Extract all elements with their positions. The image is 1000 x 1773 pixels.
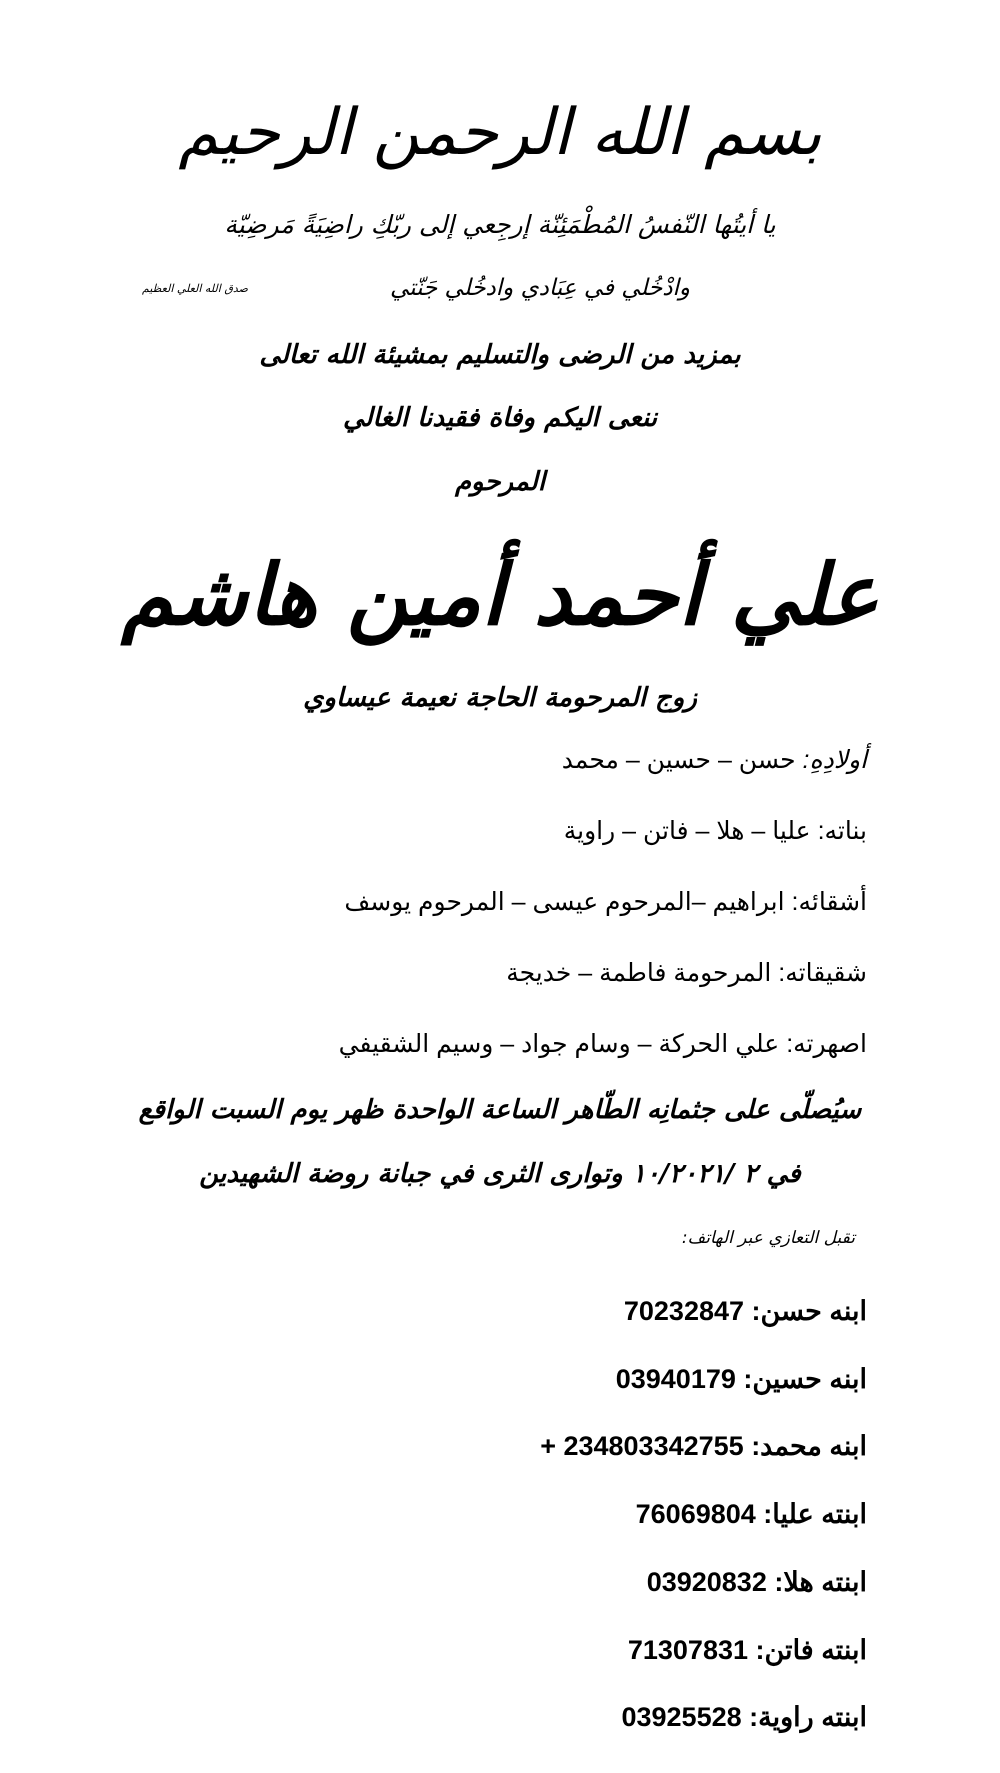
contact-phone: 03920832	[646, 1567, 767, 1597]
condolence-heading: تقبل التعازي عبر الهاتف:	[681, 1228, 855, 1248]
family-row-daughters	[564, 813, 867, 849]
deceased-name: علي أحمد أمين هاشم	[121, 546, 879, 644]
contact-row	[628, 1630, 867, 1670]
announcement-line-1: بمزيد من الرضى والتسليم بمشيئة الله تعالى	[259, 340, 741, 370]
family-row-brothers	[344, 884, 867, 920]
contact-row	[621, 1697, 867, 1737]
family-names: المرحومة فاطمة – خديجة	[506, 959, 772, 987]
contact-label: ابنته هلا:	[774, 1567, 867, 1597]
family-names: ابراهيم –المرحوم عيسى – المرحوم يوسف	[344, 888, 785, 916]
contact-label: ابنه حسين:	[743, 1364, 867, 1394]
contact-phone: 70232847	[623, 1296, 745, 1326]
quran-verse-line-2: وادْخُلي في عِبَادي وادخُلي جَنّتي	[389, 275, 691, 301]
family-names: حسن – حسين – محمد	[561, 746, 796, 774]
contact-row	[624, 1291, 867, 1331]
family-names: علي الحركة – وسام جواد – وسيم الشقيفي	[338, 1030, 780, 1058]
deceased-title: المرحوم	[454, 467, 546, 497]
contact-phone: 03940179	[615, 1364, 736, 1394]
family-row-sisters	[506, 955, 867, 991]
contact-label: ابنه محمد:	[751, 1431, 867, 1461]
quran-verse-line-1: يا أيتُها النّفسُ المُطْمَئِنّة إرجِعي إلى ربّكِ راضِيَةً مَرضِيّة	[224, 210, 776, 239]
contact-phone: 234803342755 +	[540, 1431, 744, 1461]
contact-label: ابنه حسن:	[751, 1296, 867, 1326]
spouse-line: زوج المرحومة الحاجة نعيمة عيساوي	[303, 683, 697, 713]
family-label: اصهرته:	[786, 1030, 867, 1058]
family-names: عليا – هلا – فاتن – راوية	[563, 817, 811, 845]
family-label: شقيقاته:	[778, 959, 867, 987]
basmala-heading: بسم الله الرحمن الرحيم	[178, 96, 822, 170]
family-row-in-laws	[339, 1026, 867, 1062]
family-label: أشقائه:	[791, 888, 867, 916]
contact-phone: 76069804	[635, 1499, 756, 1529]
contact-phone: 03925528	[621, 1702, 742, 1732]
family-row-sons	[562, 742, 867, 778]
contact-row	[636, 1494, 867, 1534]
funeral-prayer-line-2: في ٢ /١٠/٢٠٢١ وتوارى الثرى في جبانة روضة الشهيدين	[199, 1159, 801, 1189]
contact-label: ابنته عليا:	[763, 1499, 867, 1529]
contact-phone: 71307831	[627, 1635, 748, 1665]
family-label: بناته:	[817, 817, 867, 845]
announcement-line-2: ننعى اليكم وفاة فقيدنا الغالي	[342, 403, 658, 433]
contact-label: ابنته راوية:	[749, 1702, 867, 1732]
verse-attribution: صدق الله العلي العظيم	[142, 282, 248, 295]
contact-row	[616, 1359, 867, 1399]
contact-label: ابنته فاتن:	[755, 1635, 867, 1665]
contact-row	[647, 1562, 867, 1602]
funeral-prayer-line-1: سيُصلّى على جثمانِه الطّاهر الساعة الواحدة ظهر يوم السبت الواقع	[138, 1095, 862, 1125]
contact-row	[540, 1426, 867, 1466]
family-label: أولادِهِ:	[802, 746, 867, 774]
